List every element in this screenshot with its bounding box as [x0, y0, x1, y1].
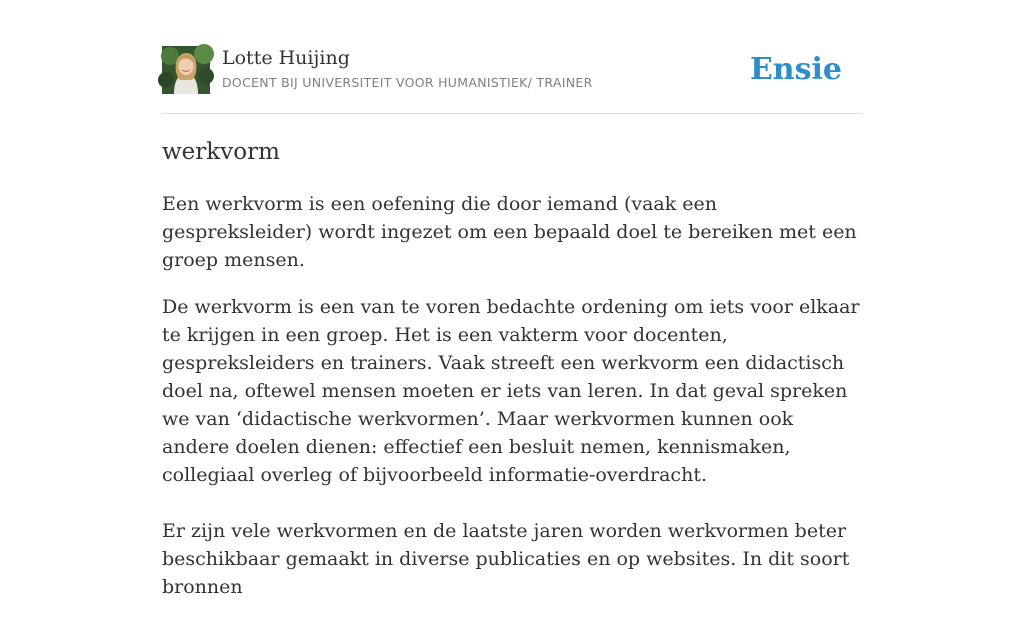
- author-name[interactable]: Lotte Huijing: [222, 47, 350, 69]
- avatar-photo: [162, 46, 210, 94]
- article-paragraph: Een werkvorm is een oefening die door iemand (vaak een gespreksleider) wordt ingezet om een bepaald doel te bereiken met een groep mensen.: [162, 193, 857, 271]
- ensie-logo-link[interactable]: Ensie: [749, 52, 842, 87]
- article-paragraph: Er zijn vele werkvormen en de laatste jaren worden werkvormen beter beschikbaar gemaakt in diverse publicaties en op websites. In dit soort bronnen: [162, 520, 850, 598]
- article-paragraph: De werkvorm is een van te voren bedachte ordening om iets voor elkaar te krijgen in een groep. Het is een vakterm voor docenten, gespreksleiders en trainers. Vaak streeft een werkvorm een didactisch doel na, oftewel mensen moeten er iets van leren. In dat geval spreken we van ‘didactische werkvormen’. Maar werkvormen kunnen ook andere doelen dienen: effectief een besluit nemen, kennismaken, collegiaal overleg of bijvoorbeeld informatie-overdracht.: [162, 296, 860, 486]
- author-header: [162, 46, 862, 114]
- author-role: DOCENT BIJ UNIVERSITEIT VOOR HUMANISTIEK/ TRAINER: [222, 75, 593, 90]
- article-title: werkvorm: [162, 139, 280, 165]
- author-avatar[interactable]: [162, 46, 210, 94]
- article-body: [162, 190, 862, 620]
